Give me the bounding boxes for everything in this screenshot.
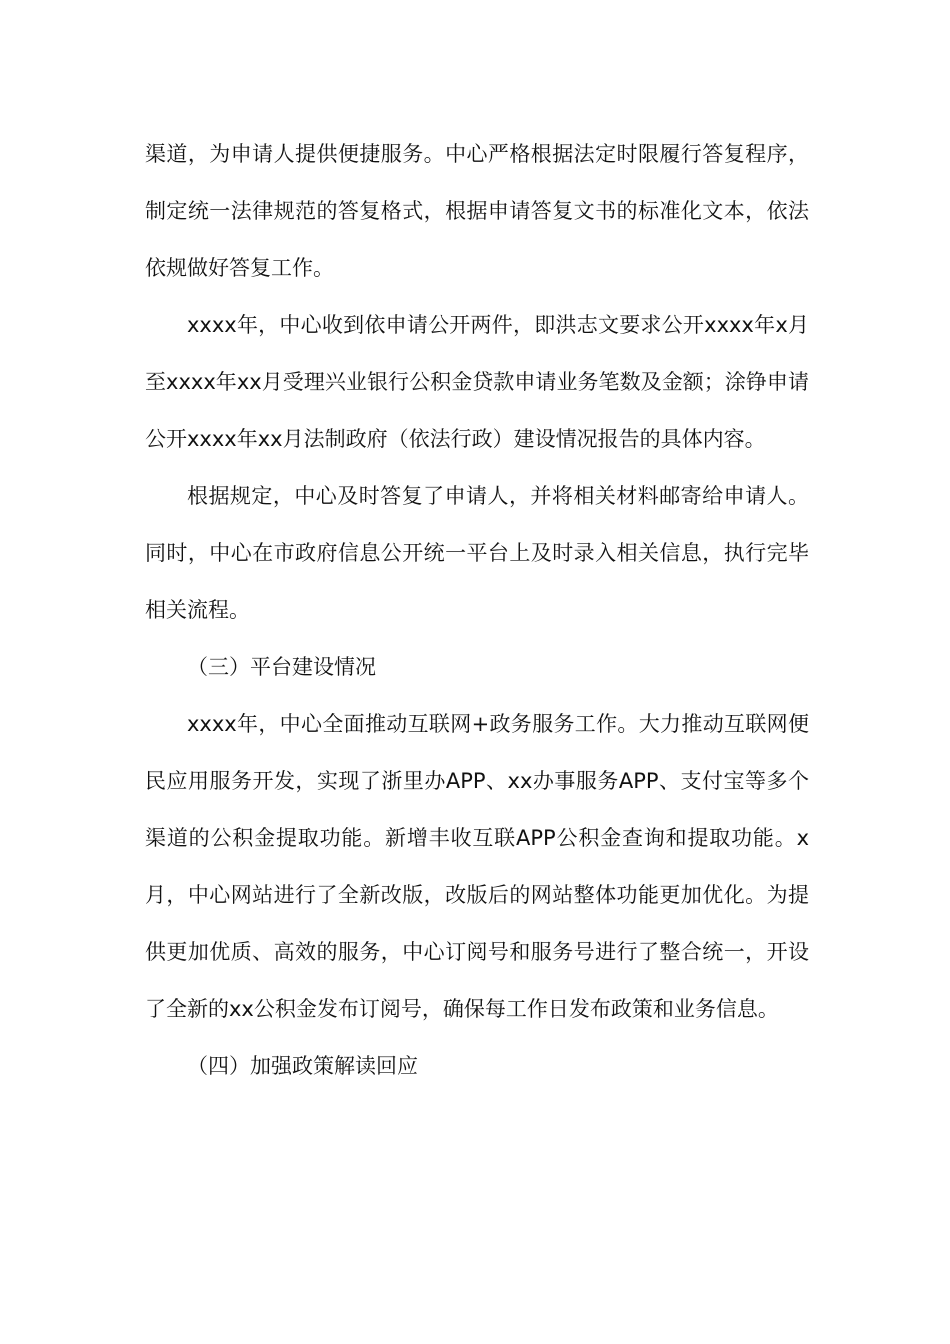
document-body — [145, 126, 809, 1095]
paragraph-reply-completed: 根据规定，中心及时答复了申请人，并将相关材料邮寄给申请人。同时，中心在市政府信息公开统一平台上及时录入相关信息，执行完毕相关流程。 — [145, 484, 809, 622]
section-heading-platform-construction: （三）平台建设情况 — [187, 655, 376, 679]
paragraph-internet-services: xxxx年，中心全面推动互联网+政务服务工作。大力推动互联网便民应用服务开发，实现了浙里办APP、xx办事服务APP、支付宝等多个渠道的公积金提取功能。新增丰收互联APP公积金查询和提取功能。x月，中心网站进行了全新改版，改版后的网站整体功能更加优化。为提供更加优质、高效的服务，中心订阅号和服务号进行了整合统一，开设了全新的xx公积金发布订阅号，确保每工作日发布政策和业务信息。 — [145, 712, 809, 1021]
paragraph-reply-procedure: 渠道，为申请人提供便捷服务。中心严格根据法定时限履行答复程序，制定统一法律规范的答复格式，根据申请答复文书的标准化文本，依法依规做好答复工作。 — [145, 142, 809, 280]
section-heading-policy-interpretation: （四）加强政策解读回应 — [187, 1054, 418, 1078]
paragraph-applications-received: xxxx年，中心收到依申请公开两件，即洪志文要求公开xxxx年x月至xxxx年xx月受理兴业银行公积金贷款申请业务笔数及金额；涂铮申请公开xxxx年xx月法制政府（依法行政）建设情况报告的具体内容。 — [145, 313, 809, 451]
